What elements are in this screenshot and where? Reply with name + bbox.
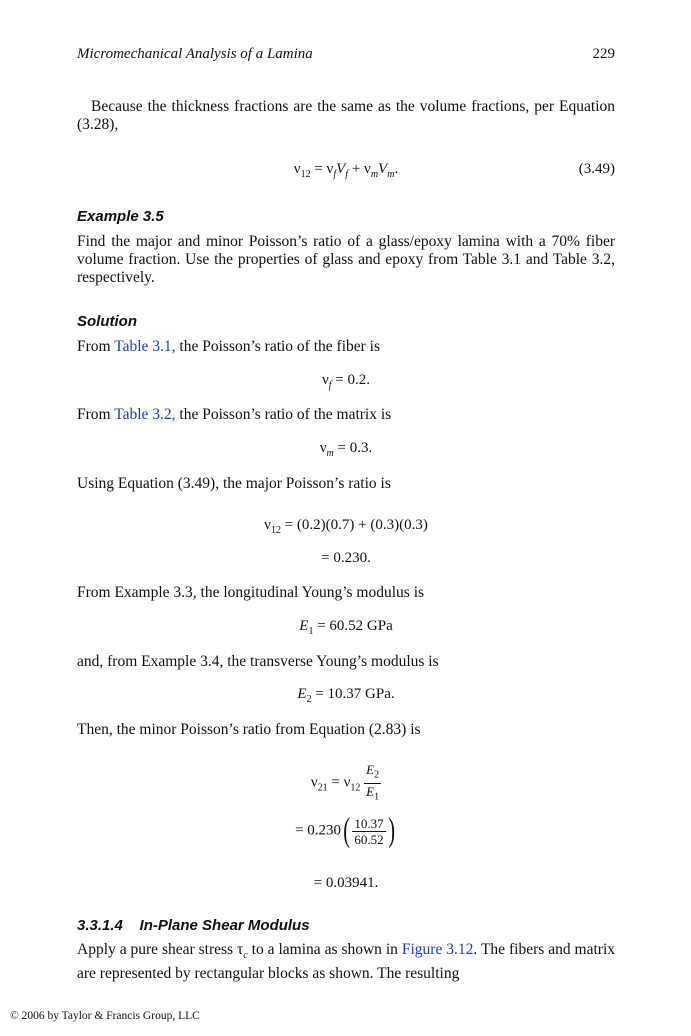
section-text: Apply a pure shear stress $\tau_c$ to a lamina as shown in Figure 3.12. The fibers and matrix are represented by rectangular blocks as shown. The resulting (77, 941, 616, 983)
running-header (77, 46, 615, 63)
running-title: Micromechanical Analysis of a Lamina (77, 46, 313, 62)
copyright-footer: © 2006 by Taylor & Francis Group, LLC (10, 1010, 200, 1022)
equation-v21-step2: = 0.230( $\frac{10.37}{60.52}$ ) (295, 812, 395, 849)
equation-v12: $\nu_{12} = (0.2)(0.7) + (0.3)(0.3)$ (264, 517, 428, 536)
equation-3-49 (77, 161, 615, 180)
equation-v21-result: = 0.03941. (313, 875, 379, 891)
figure-3-12-link[interactable]: Figure 3.12 (401, 941, 474, 958)
solution-line-fiber: From Table 3.1, the Poisson’s ratio of the fiber is (77, 338, 381, 355)
section-heading: 3.3.1.4 In-Plane Shear Modulus (77, 917, 310, 934)
example-text: Find the major and minor Poisson’s ratio of a glass/epoxy lamina with a 70% fiber volume fraction. Use the properties of glass and epoxy from Table 3.1 and Table 3.2, respectively. (77, 233, 615, 286)
page-number: 229 (592, 46, 615, 62)
table-3-1-link[interactable]: Table 3.1, (114, 338, 176, 355)
equation-vm: $\nu_m = 0.3$. (319, 440, 373, 459)
solution-line-major: Using Equation (3.49), the major Poisson’s ratio is (77, 475, 391, 492)
equation-v12-result: = 0.230. (321, 550, 371, 566)
equation-number: (3.49) (578, 161, 615, 177)
example-heading: Example 3.5 (77, 208, 164, 225)
fraction-modulus-ratio: $\frac{10.37}{60.52}$ (354, 815, 384, 847)
solution-line-matrix: From Table 3.2, the Poisson’s ratio of the matrix is (77, 406, 392, 423)
solution-line-minor: Then, the minor Poisson’s ratio from Equation (2.83) is (77, 721, 421, 738)
equation-e2: $E_2 = 10.37$ GPa. (297, 686, 395, 705)
intro-paragraph: Because the thickness fractions are the same as the volume fractions, per Equation (3.28), (77, 98, 615, 133)
equation-e1: $E_1 = 60.52$ GPa (299, 618, 393, 637)
solution-line-e2: and, from Example 3.4, the transverse Young’s modulus is (77, 653, 439, 670)
fraction-e2-e1: $\frac{E_2}{E_1}$ (366, 762, 380, 803)
equation-3-49-body: $\nu_{12} = \nu_fV_f + \nu_mV_m$. (293, 161, 399, 180)
solution-line-e1: From Example 3.3, the longitudinal Young’s modulus is (77, 584, 425, 601)
equation-vf: $\nu_f = 0.2$. (321, 372, 371, 391)
solution-heading: Solution (77, 313, 137, 330)
equation-v21: $\nu_{21} = \nu_{12}$ $\frac{E_2}{E_1}$ (310, 762, 380, 803)
table-3-2-link[interactable]: Table 3.2, (114, 406, 176, 423)
